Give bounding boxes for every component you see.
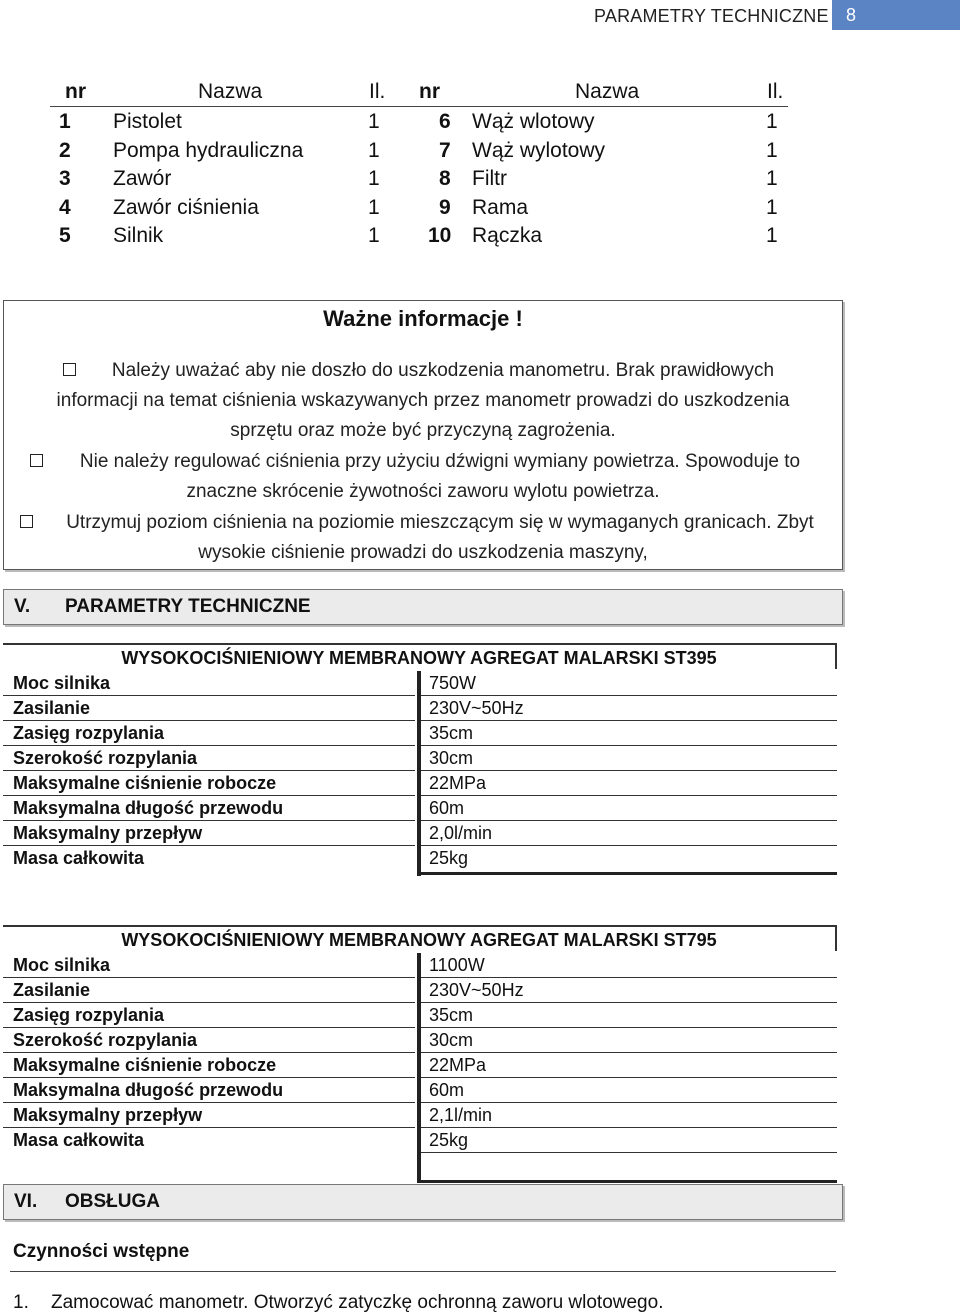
part-nr: 1 — [59, 110, 71, 133]
part-qty: 1 — [766, 139, 778, 162]
spec-row — [3, 953, 837, 978]
part-name: Wąż wylotowy — [472, 139, 606, 162]
section-title: PARAMETRY TECHNICZNE — [65, 596, 311, 617]
spec-row — [3, 978, 837, 1003]
section-heading-parameters — [3, 589, 843, 625]
spec-table-st795 — [3, 925, 837, 1185]
spec-value: 2,1l/min — [429, 1105, 493, 1125]
spec-table-title: WYSOKOCIŚNIENIOWY MEMBRANOWY AGREGAT MALARSKI ST395 — [3, 643, 837, 669]
spec-value: 60m — [429, 1080, 465, 1100]
part-nr: 10 — [428, 224, 452, 247]
part-name: Rama — [472, 196, 529, 219]
spec-row — [3, 1128, 837, 1153]
spec-value: 25kg — [429, 848, 469, 868]
spec-value: 750W — [429, 673, 477, 693]
spec-value: 35cm — [429, 1005, 474, 1025]
spec-row — [3, 1078, 837, 1103]
spec-label: Maksymalne ciśnienie robocze — [13, 1055, 277, 1075]
spec-table-st395 — [3, 643, 837, 878]
step-number: 1. — [13, 1292, 29, 1313]
spec-label: Zasilanie — [13, 980, 91, 1000]
spec-label: Szerokość rozpylania — [13, 1030, 198, 1050]
spec-value: 30cm — [429, 1030, 474, 1050]
part-qty: 1 — [368, 110, 380, 133]
part-nr: 3 — [59, 167, 71, 190]
spec-value: 22MPa — [429, 773, 487, 793]
part-nr: 5 — [59, 224, 71, 247]
part-qty: 1 — [766, 224, 778, 247]
part-name: Pistolet — [113, 110, 182, 133]
part-nr: 4 — [59, 196, 71, 219]
spec-label: Szerokość rozpylania — [13, 748, 198, 768]
part-name: Rączka — [472, 224, 543, 247]
spec-label: Masa całkowita — [13, 1130, 145, 1150]
part-name: Pompa hydrauliczna — [113, 139, 304, 162]
part-qty: 1 — [368, 139, 380, 162]
info-line: Utrzymuj poziom ciśnienia na poziomie mieszczącym się w wymaganych granicach. Zbyt — [66, 512, 814, 533]
part-qty: 1 — [368, 167, 380, 190]
spec-row — [3, 821, 837, 846]
spec-value: 35cm — [429, 723, 474, 743]
spec-value: 30cm — [429, 748, 474, 768]
spec-value: 230V~50Hz — [429, 698, 524, 718]
spec-value: 22MPa — [429, 1055, 487, 1075]
part-nr: 8 — [439, 167, 451, 190]
parts-header-nr-right: nr — [419, 80, 440, 103]
part-qty: 1 — [368, 224, 380, 247]
section-number: VI. — [14, 1191, 38, 1212]
spec-label: Masa całkowita — [13, 848, 145, 868]
page-number-badge: 8 — [832, 0, 960, 30]
section-title: OBSŁUGA — [65, 1191, 160, 1212]
spec-row — [3, 771, 837, 796]
spec-row — [3, 671, 837, 696]
subsection-rule — [10, 1271, 836, 1272]
part-name: Zawór — [113, 167, 172, 190]
parts-header-name-left: Nazwa — [198, 80, 263, 103]
spec-row — [3, 1003, 837, 1028]
part-name: Filtr — [472, 167, 507, 190]
part-name: Silnik — [113, 224, 164, 247]
spec-row — [3, 721, 837, 746]
spec-value: 230V~50Hz — [429, 980, 524, 1000]
spec-label: Zasilanie — [13, 698, 91, 718]
parts-header-rule — [50, 106, 788, 107]
spec-row — [3, 1028, 837, 1053]
info-line: informacji na temat ciśnienia wskazywanych przez manometr prowadzi do uszkodzenia — [56, 390, 790, 411]
part-name: Wąż wlotowy — [472, 110, 595, 133]
section-number: V. — [14, 596, 31, 617]
spec-value: 2,0l/min — [429, 823, 493, 843]
part-nr: 2 — [59, 139, 71, 162]
subsection-title: Czynności wstępne — [13, 1241, 190, 1262]
spec-value: 1100W — [429, 955, 485, 975]
spec-row — [3, 846, 837, 871]
spec-label: Maksymalny przepływ — [13, 1105, 203, 1125]
parts-header-nr-left: nr — [65, 80, 86, 103]
part-nr: 7 — [439, 139, 451, 162]
spec-value: 60m — [429, 798, 465, 818]
spec-row — [3, 746, 837, 771]
spec-label: Maksymalna długość przewodu — [13, 1080, 284, 1100]
parts-header-qty-right: Il. — [767, 80, 784, 103]
header-title: PARAMETRY TECHNICZNE — [594, 6, 829, 26]
step-text: Zamocować manometr. Otworzyć zatyczkę ochronną zaworu wlotowego. — [51, 1292, 664, 1313]
table-bottom-rule — [421, 872, 837, 875]
spec-table-title: WYSOKOCIŚNIENIOWY MEMBRANOWY AGREGAT MALARSKI ST795 — [3, 925, 837, 951]
spec-label: Maksymalny przepływ — [13, 823, 203, 843]
part-name: Zawór ciśnienia — [113, 196, 259, 219]
parts-header-qty-left: Il. — [369, 80, 386, 103]
spec-label: Zasięg rozpylania — [13, 723, 165, 743]
spec-row — [3, 1053, 837, 1078]
part-qty: 1 — [766, 167, 778, 190]
part-qty: 1 — [766, 110, 778, 133]
part-nr: 9 — [439, 196, 451, 219]
important-info-title: Ważne informacje ! — [323, 306, 523, 331]
info-line: wysokie ciśnienie prowadzi do uszkodzenia maszyny, — [198, 542, 648, 563]
info-line: znaczne skrócenie żywotności zaworu wylotu powietrza. — [186, 481, 660, 502]
spec-row — [3, 696, 837, 721]
spec-label: Zasięg rozpylania — [13, 1005, 165, 1025]
table-bottom-rule — [421, 1180, 837, 1183]
spec-label: Moc silnika — [13, 673, 111, 693]
spec-label: Maksymalna długość przewodu — [13, 798, 284, 818]
info-line: Nie należy regulować ciśnienia przy użyciu dźwigni wymiany powietrza. Spowoduje to — [79, 451, 801, 472]
info-line: Należy uważać aby nie doszło do uszkodzenia manometru. Brak prawidłowych — [111, 360, 775, 381]
parts-header-name-right: Nazwa — [575, 80, 640, 103]
spec-row — [3, 796, 837, 821]
spec-label: Maksymalne ciśnienie robocze — [13, 773, 277, 793]
part-qty: 1 — [368, 196, 380, 219]
part-qty: 1 — [766, 196, 778, 219]
section-heading-operation — [3, 1184, 843, 1220]
part-nr: 6 — [439, 110, 451, 133]
spec-row — [3, 1103, 837, 1128]
info-line: sprzętu oraz może być przyczyną zagrożenia. — [230, 420, 616, 441]
spec-label: Moc silnika — [13, 955, 111, 975]
spec-value: 25kg — [429, 1130, 469, 1150]
